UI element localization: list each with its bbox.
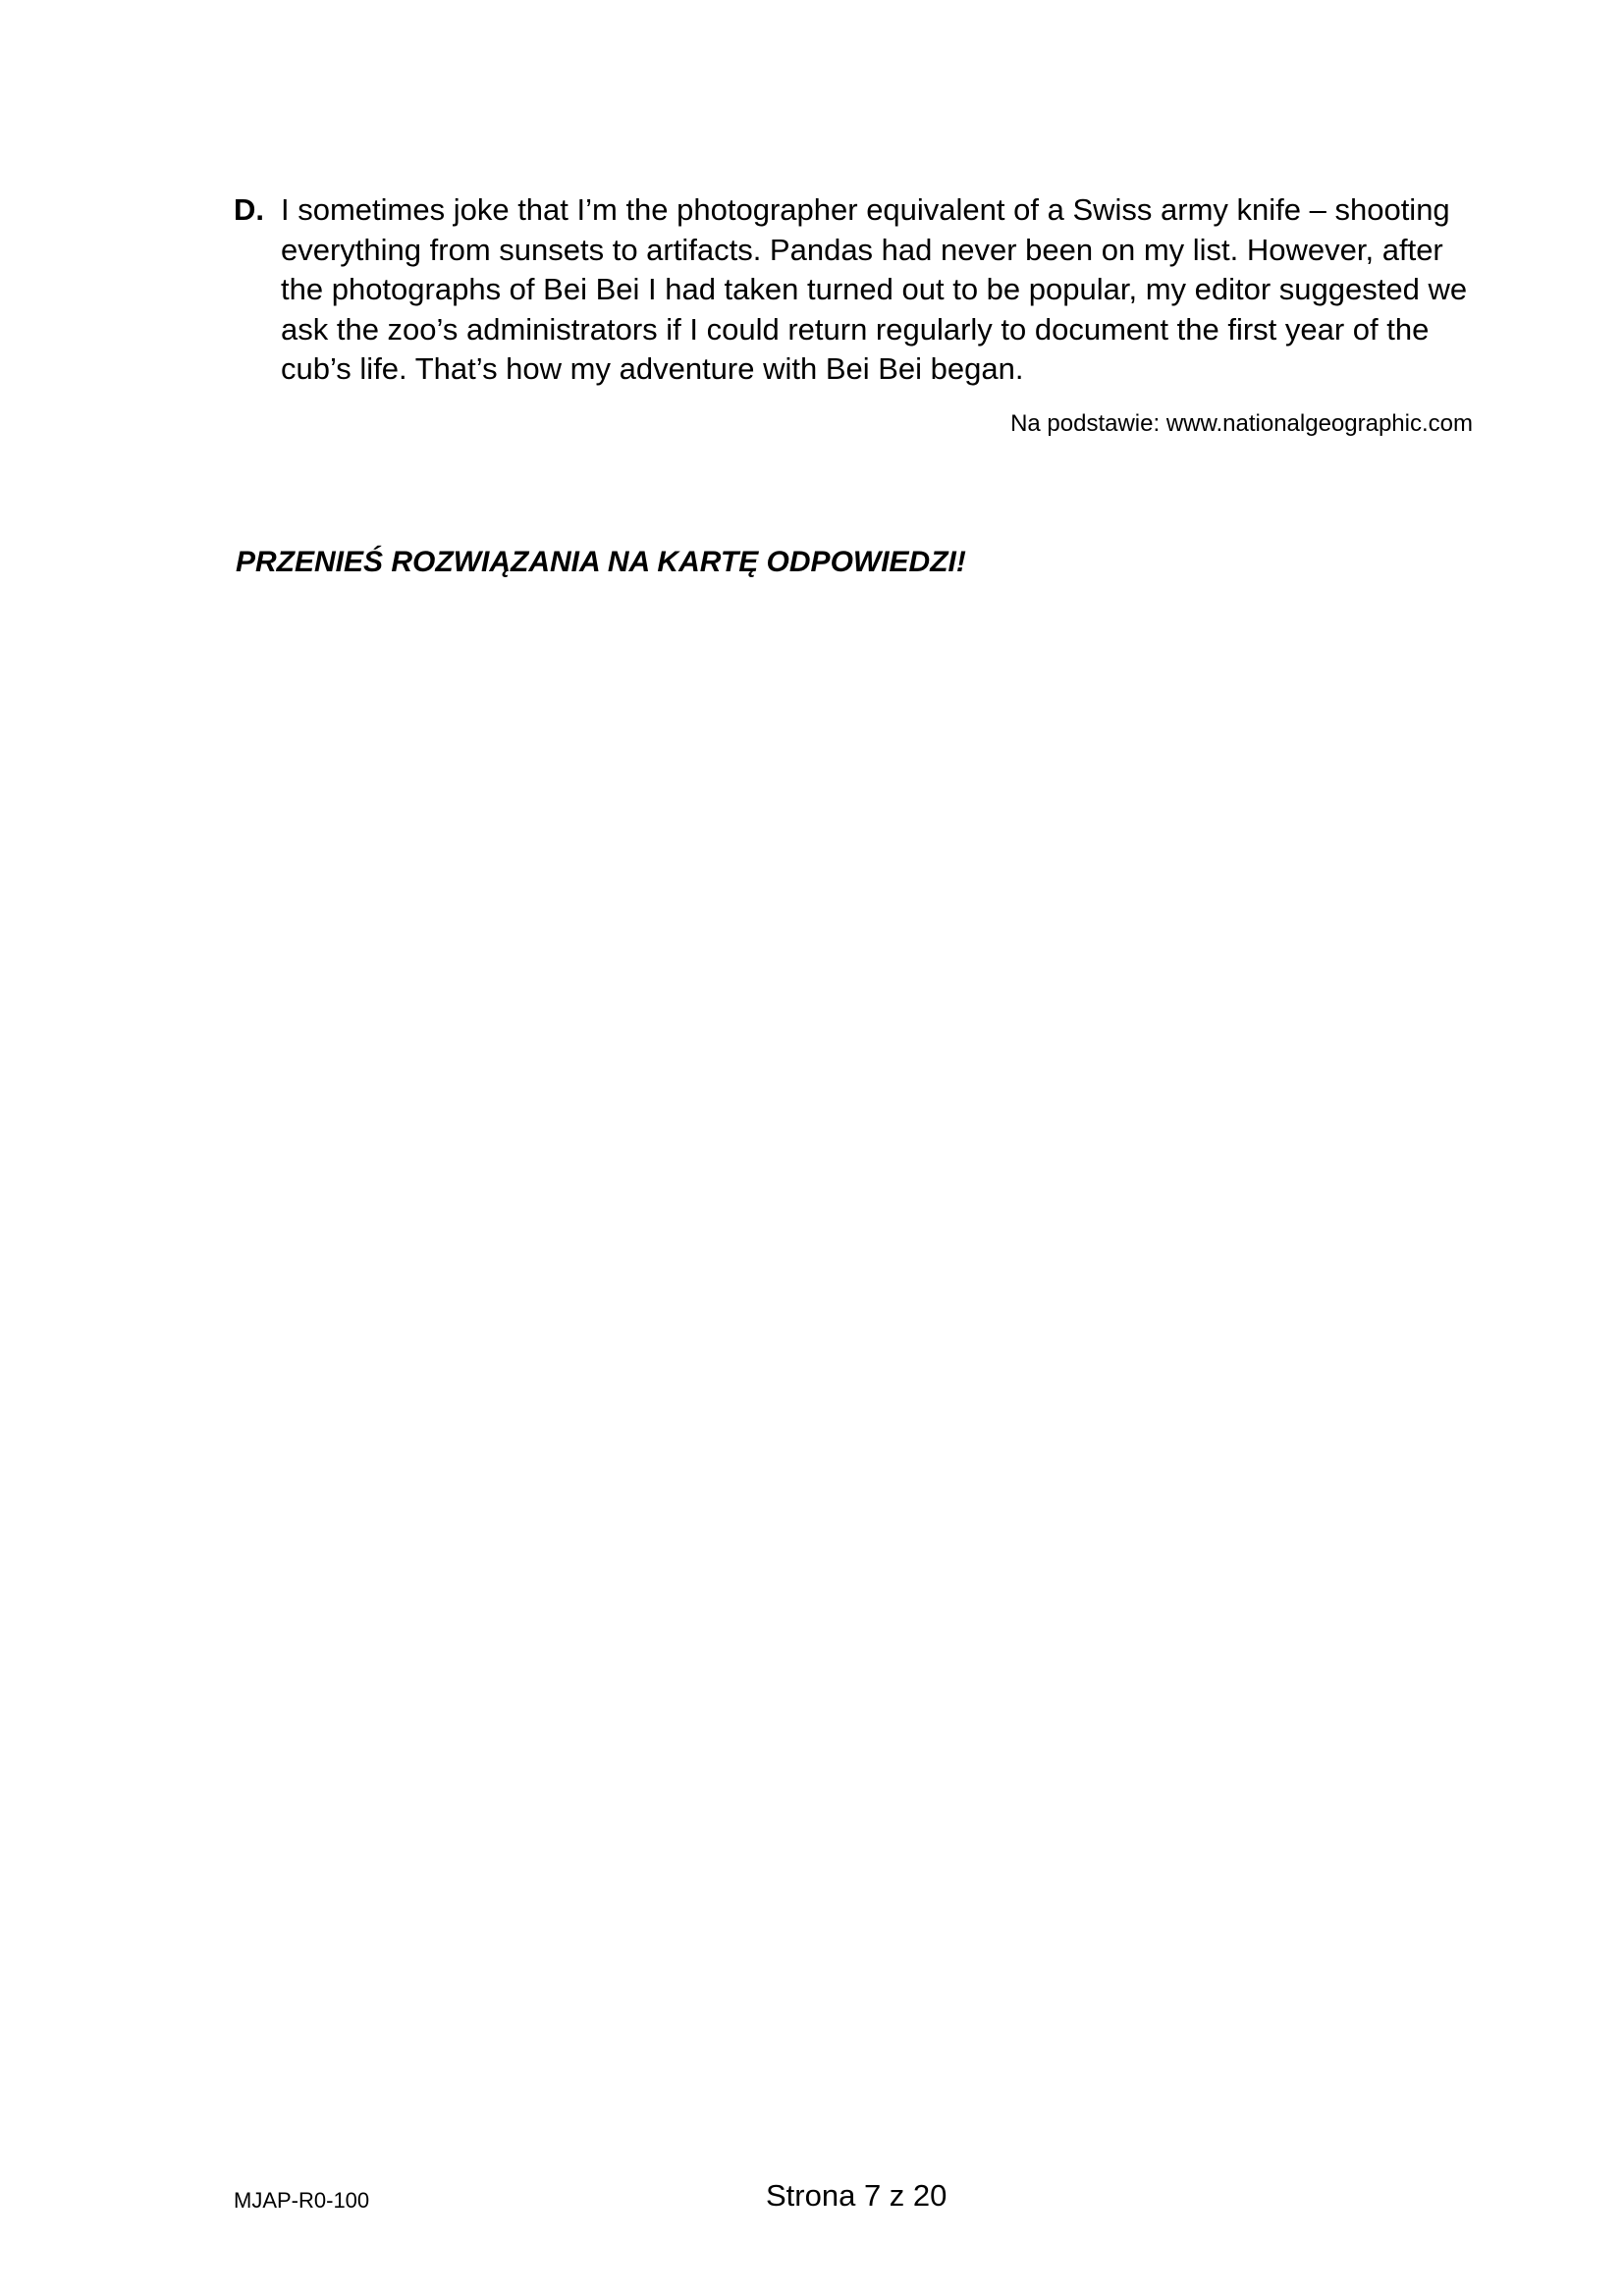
exam-code: MJAP-R0-100 (234, 2188, 370, 2213)
page-number: Strona 7 z 20 (766, 2178, 947, 2213)
paragraph-line-1: I sometimes joke that I’m the photographer equivalent of a Swiss army knife – shooting (281, 192, 1450, 227)
transfer-instruction: PRZENIEŚ ROZWIĄZANIA NA KARTĘ ODPOWIEDZI! (236, 546, 966, 578)
paragraph-letter: D. (234, 192, 264, 227)
paragraph-line-4: ask the zoo’s administrators if I could return regularly to document the first year of the (281, 311, 1430, 347)
paragraph-line-5: cub’s life. That’s how my adventure with Bei Bei began. (281, 351, 1024, 386)
paragraph-line-3: the photographs of Bei Bei I had taken turned out to be popular, my editor suggested we (281, 272, 1468, 306)
paragraph-text (281, 190, 1467, 390)
paragraph-line-2: everything from sunsets to artifacts. Pandas had never been on my list. However, after (281, 232, 1443, 267)
source-citation: Na podstawie: www.nationalgeographic.com (1010, 410, 1473, 437)
